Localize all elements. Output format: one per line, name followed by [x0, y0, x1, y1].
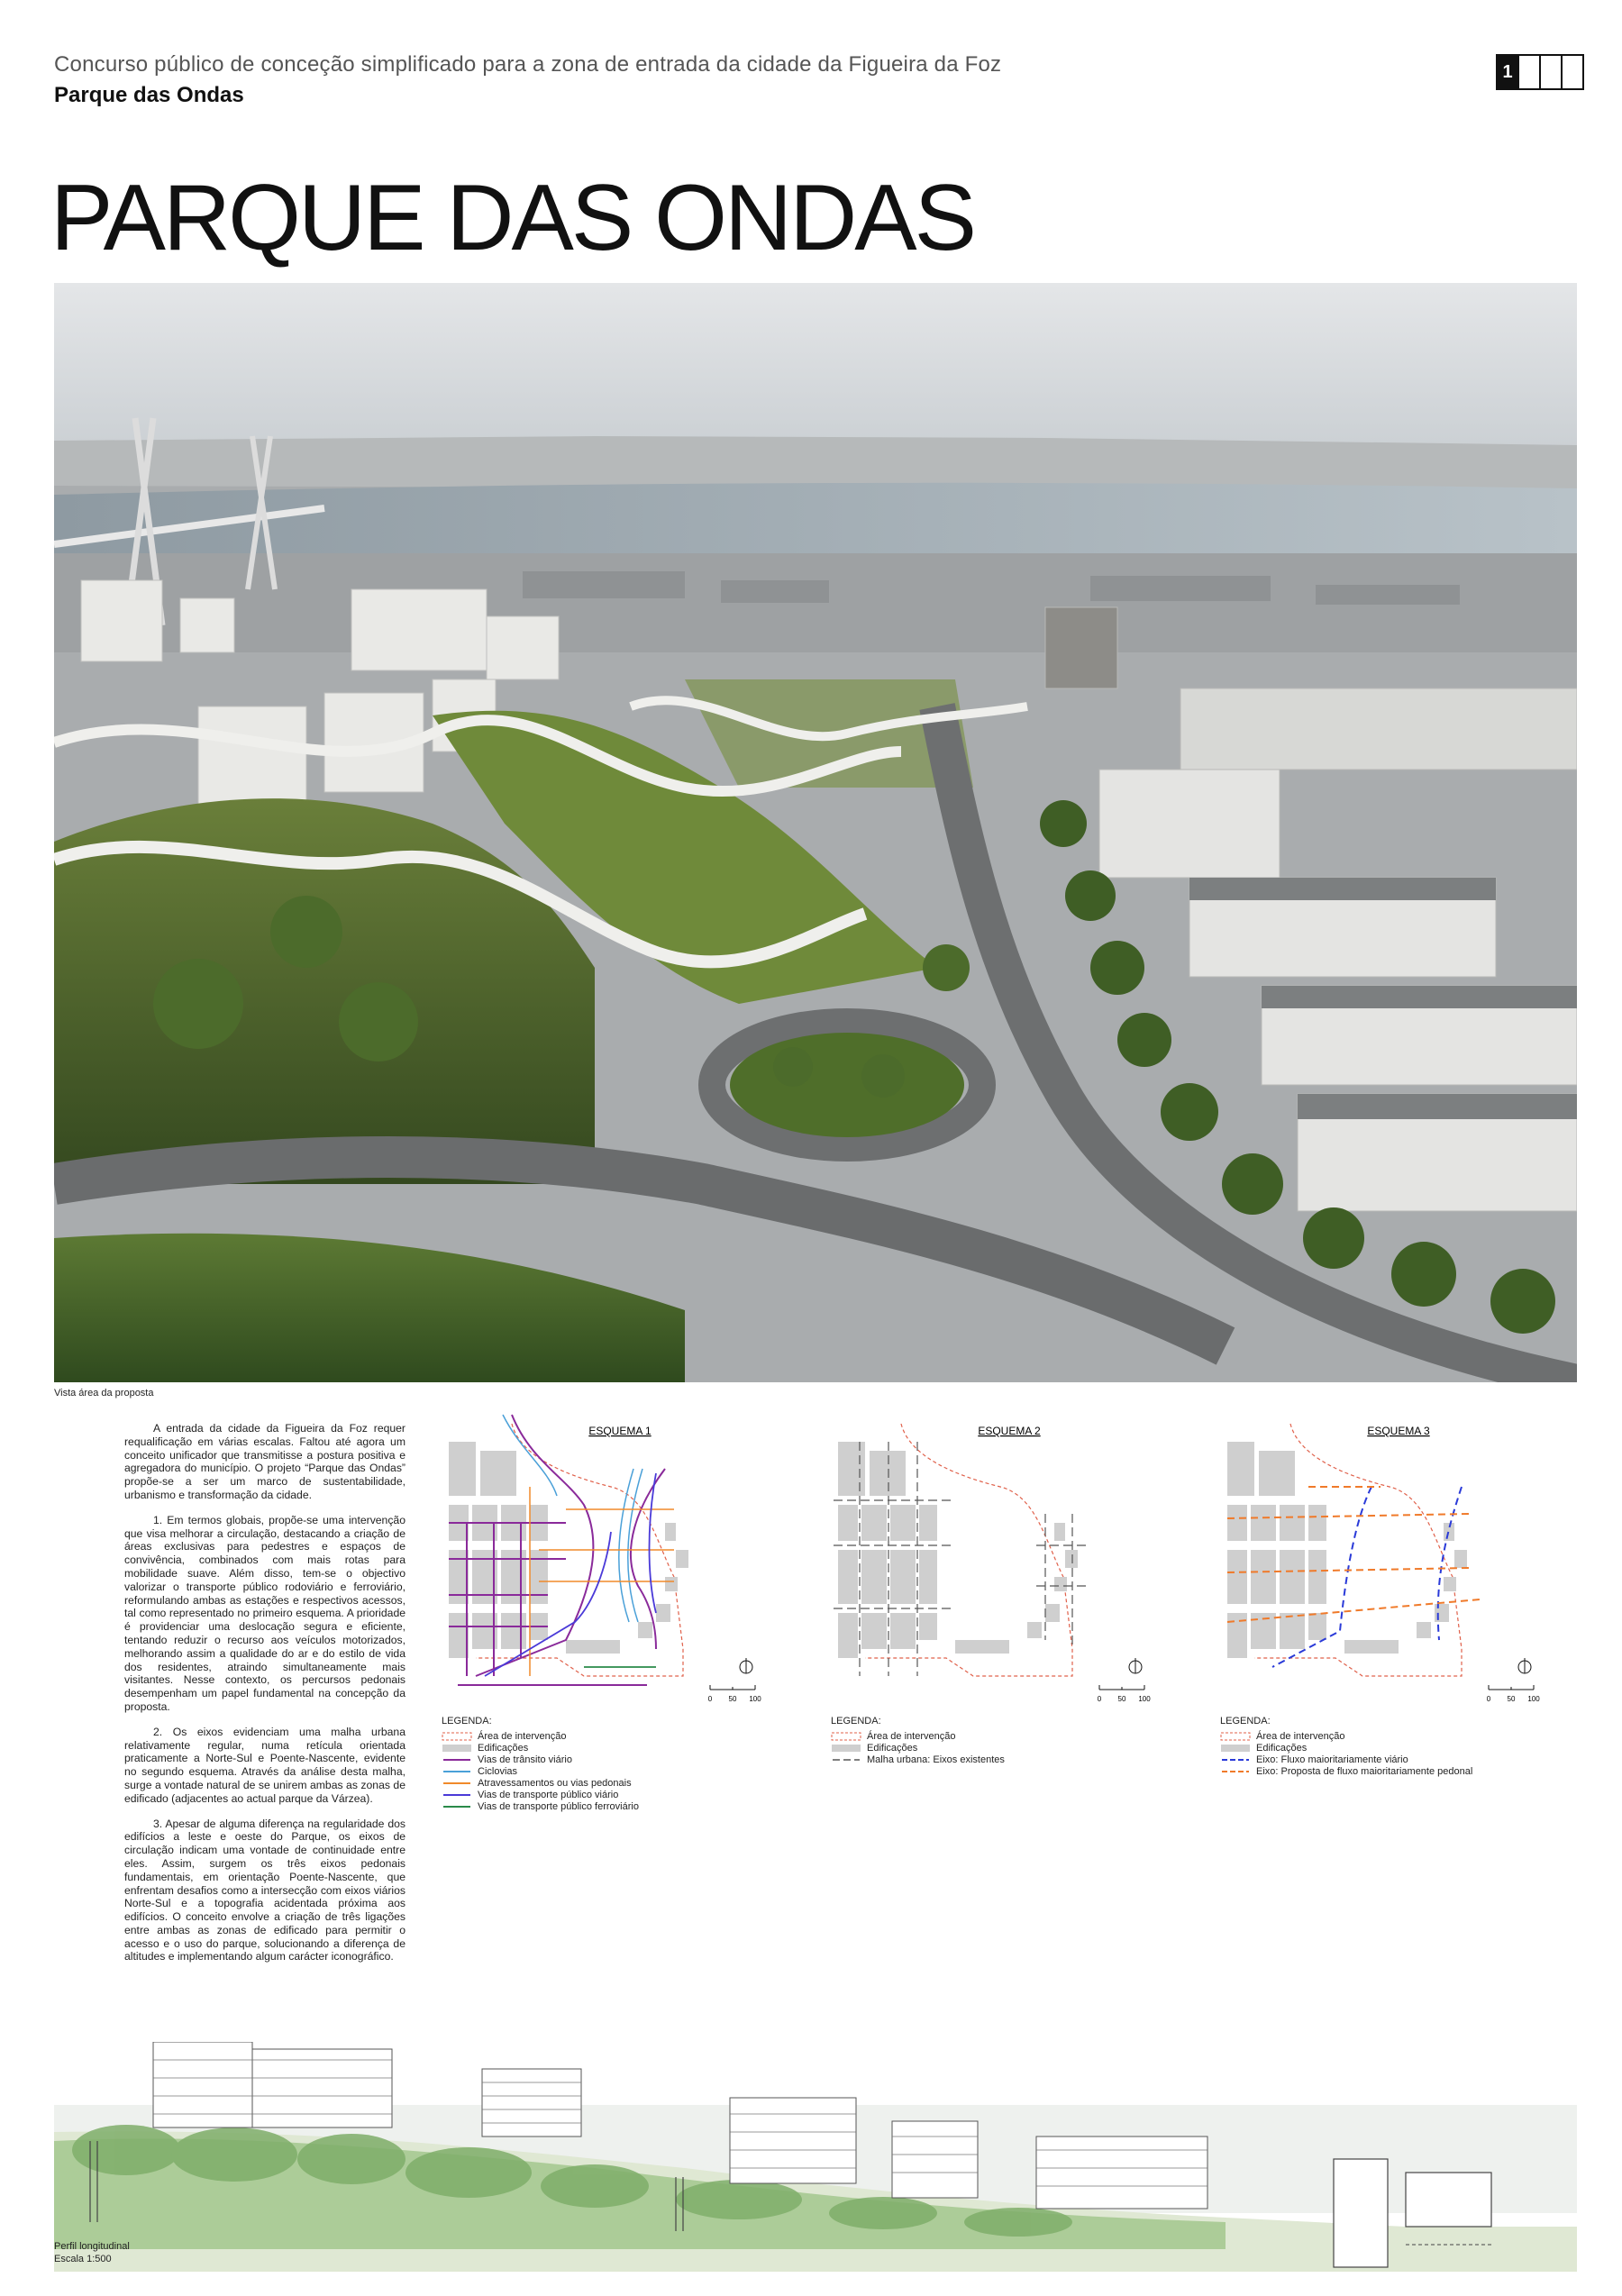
scheme-3-buildings — [1227, 1442, 1467, 1658]
scheme-2 — [829, 1406, 1189, 1717]
project-name: Parque das Ondas — [54, 83, 244, 107]
scheme-1-legend — [442, 1716, 639, 1812]
paragraph-2: 2. Os eixos evidenciam uma malha urbana relativamente regular, numa retícula orientada praticamente a Norte-Sul e Poente-Nascente, evidente no segundo esquema. Através da análise desta malha, surge a vontade natural de se unirem ambas as zonas de edificado (adjacentes ao actual parque da Várzea). — [124, 1725, 406, 1805]
scheme-3-title: ESQUEMA 3 — [1367, 1425, 1430, 1437]
scheme-2-legend — [831, 1716, 1005, 1765]
page-box-1: 1 — [1496, 54, 1519, 90]
legend-road-flow: Eixo: Fluxo maioritariamente viário — [1256, 1754, 1408, 1765]
section-drawing — [54, 2042, 1577, 2272]
svg-text:50: 50 — [1507, 1695, 1516, 1703]
page-indicator — [1498, 54, 1584, 90]
svg-text:100: 100 — [1527, 1695, 1540, 1703]
scheme-2-legend-title: LEGENDA: — [831, 1716, 881, 1727]
aerial-illustration — [54, 283, 1577, 1382]
legend-pedestrian-flow: Eixo: Proposta de fluxo maioritariamente pedonal — [1256, 1765, 1473, 1777]
scheme-3-scale-bar — [1487, 1685, 1540, 1703]
legend-buildings: Edificações — [1220, 1742, 1472, 1754]
legend-pedestrian: Atravessamentos ou vias pedonais — [478, 1777, 632, 1789]
svg-text:50: 50 — [1117, 1695, 1126, 1703]
section-caption — [54, 2240, 130, 2265]
scheme-1-title: ESQUEMA 1 — [588, 1425, 652, 1437]
aerial-view-render — [54, 283, 1577, 1382]
scheme-3-legend-title: LEGENDA: — [1220, 1716, 1271, 1727]
page-box-3 — [1539, 54, 1563, 90]
paragraph-1: 1. Em termos globais, propõe-se uma intervenção que visa melhorar a circulação, destacando a criação de áreas exclusivas para pedestres e espaços de convivência, combinados com mais rotas para mobilidade suave. Além disso, tem-se o objectivo valorizar o transporte público rodoviário e ferroviário, reformulando ambas as estações e respectivos acessos, tal como representado no primeiro esquema. A prioridade é providenciar uma deslocação segura e eficiente, tentando reduzir o recurso aos veículos motorizados, melhorando assim a qualidade do ar e do estilo de vida dos residentes, atraindo simultaneamente mais visitantes. Nesse contexto, os percursos pedonais desempenham um papel fundamental na concepção da proposta. — [124, 1513, 406, 1713]
legend-bus: Vias de transporte público viário — [478, 1789, 619, 1800]
competition-subtitle: Concurso público de conceção simplificado para a zona de entrada da cidade da Figueira da Foz — [54, 52, 1002, 77]
scheme-2-scale-bar — [1098, 1685, 1151, 1703]
legend-intervention: Área de intervenção — [831, 1730, 1005, 1742]
scheme-1-scale-bar — [708, 1685, 761, 1703]
legend-urban-axes: Malha urbana: Eixos existentes — [867, 1754, 1005, 1765]
svg-text:100: 100 — [1138, 1695, 1151, 1703]
svg-text:100: 100 — [749, 1695, 761, 1703]
section-caption-title: Perfil longitudinal — [54, 2241, 130, 2252]
legend-buildings: Edificações — [831, 1742, 1005, 1754]
page-title: PARQUE DAS ONDAS — [50, 166, 974, 270]
scheme-1-north-arrow — [740, 1658, 752, 1673]
legend-intervention: Área de intervenção — [442, 1730, 639, 1742]
scheme-2-buildings — [838, 1442, 1078, 1658]
scheme-3-north-arrow — [1518, 1658, 1531, 1673]
section-caption-scale: Escala 1:500 — [54, 2254, 112, 2264]
legend-traffic: Vias de trânsito viário — [478, 1754, 572, 1765]
svg-text:0: 0 — [1486, 1695, 1491, 1703]
scheme-3-legend — [1220, 1716, 1472, 1777]
paragraph-intro: A entrada da cidade da Figueira da Foz requer requalificação em várias escalas. Faltou até agora um conceito unificador que transmitisse a postura positiva e agregadora do município. O projeto “Parque das Ondas” propõe-se a ser um marco de sustentabilidade, urbanismo e transformação da cidade. — [124, 1422, 406, 1501]
legend-rail: Vias de transporte público ferroviário — [478, 1800, 639, 1812]
paragraph-3: 3. Apesar de alguma diferença na regularidade dos edifícios a leste e oeste do Parque, os eixos de circulação indicam uma vontade de continuidade entre eles. Assim, surgem os três eixos pedonais fundamentais, em orientação Poente-Nascente, que enfrentam desafios como a intersecção com eixos viários Norte-Sul e a topografia acidentada próxima aos edifícios. O conceito envolve a criação de três ligações entre ambas as zonas de edificado para permitir o acesso e o uso do parque, solucionando a diferença de altitudes e implementando algum carácter iconográfico. — [124, 1817, 406, 1963]
page-box-4 — [1561, 54, 1584, 90]
scheme-1 — [440, 1406, 800, 1717]
description-text — [124, 1422, 406, 1975]
longitudinal-section — [54, 2042, 1577, 2272]
svg-text:0: 0 — [1097, 1695, 1102, 1703]
legend-buildings: Edificações — [442, 1742, 639, 1754]
svg-text:50: 50 — [728, 1695, 737, 1703]
scheme-3 — [1218, 1406, 1579, 1717]
scheme-2-north-arrow — [1129, 1658, 1142, 1673]
hero-caption: Vista área da proposta — [54, 1388, 154, 1399]
page-box-2 — [1517, 54, 1541, 90]
svg-text:0: 0 — [707, 1695, 713, 1703]
scheme-2-title: ESQUEMA 2 — [978, 1425, 1041, 1437]
legend-bike: Ciclovias — [478, 1765, 518, 1777]
scheme-1-legend-title: LEGENDA: — [442, 1716, 492, 1727]
legend-intervention: Área de intervenção — [1220, 1730, 1472, 1742]
